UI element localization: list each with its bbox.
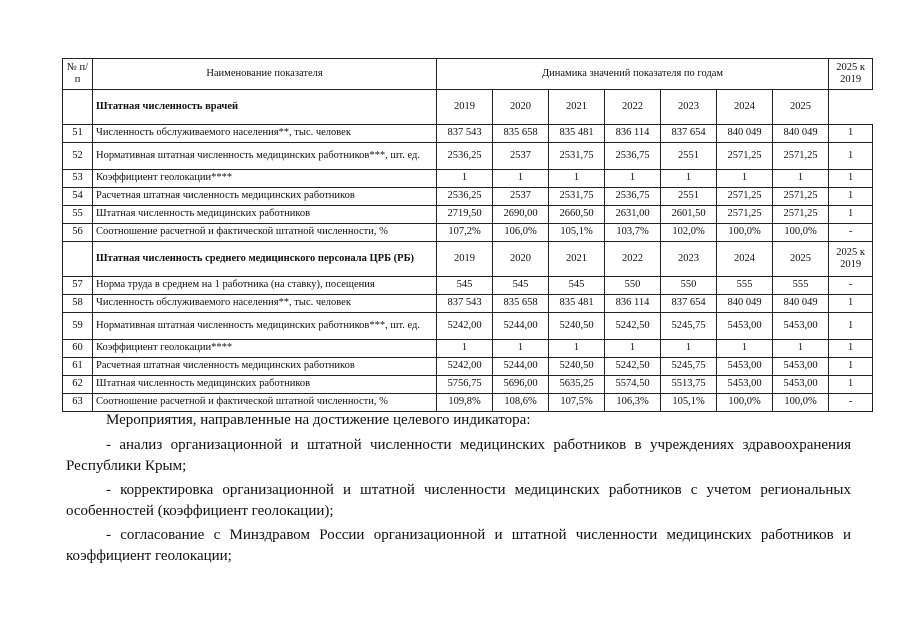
indicator-name: Численность обслуживаемого населения**, тыс. человек	[93, 295, 437, 313]
ratio-value: 1	[829, 376, 873, 394]
year-value: 2660,50	[549, 206, 605, 224]
header-ratio: 2025 к 2019	[829, 59, 873, 90]
year-value: 837 654	[661, 295, 717, 313]
indicator-name: Коэффициент геолокации****	[93, 340, 437, 358]
ratio-value: -	[829, 224, 873, 242]
year-value: 835 481	[549, 125, 605, 143]
year-value: 1	[661, 170, 717, 188]
year-value: 835 658	[493, 125, 549, 143]
row-number: 61	[63, 358, 93, 376]
year-value: 5453,00	[717, 358, 773, 376]
year-value: 5453,00	[717, 376, 773, 394]
year-value: 106,3%	[605, 394, 661, 412]
year-value: 1	[549, 170, 605, 188]
year-value: 2571,25	[717, 188, 773, 206]
section-header-row	[63, 90, 873, 125]
indicator-name: Норма труда в среднем на 1 работника (на ставку), посещения	[93, 277, 437, 295]
measures-text	[66, 410, 851, 567]
measure-item-1: - анализ организационной и штатной численности медицинских работников в учреждениях здравоохранения Республики Крым;	[66, 437, 851, 474]
year-value: 5453,00	[773, 358, 829, 376]
ratio-value: 1	[829, 206, 873, 224]
ratio-value: 1	[829, 295, 873, 313]
row-number: 58	[63, 295, 93, 313]
year-value: 100,0%	[773, 224, 829, 242]
year-value: 545	[493, 277, 549, 295]
year-value: 1	[493, 340, 549, 358]
year-value: 5245,75	[661, 358, 717, 376]
year-value: 837 543	[437, 125, 493, 143]
year-header: 2021	[549, 90, 605, 125]
section-title: Штатная численность врачей	[93, 90, 437, 125]
year-header: 2022	[605, 90, 661, 125]
year-value: 105,1%	[661, 394, 717, 412]
table-row	[63, 376, 873, 394]
row-number: 60	[63, 340, 93, 358]
ratio-value: -	[829, 277, 873, 295]
indicators-table	[62, 58, 873, 412]
year-value: 2536,25	[437, 143, 493, 170]
table-row	[63, 313, 873, 340]
year-value: 5240,50	[549, 313, 605, 340]
ratio-value: 1	[829, 313, 873, 340]
section-num-cell	[63, 90, 93, 125]
table-row	[63, 394, 873, 412]
year-value: 835 658	[493, 295, 549, 313]
year-value: 5696,00	[493, 376, 549, 394]
year-value: 1	[773, 340, 829, 358]
year-value: 2571,25	[717, 143, 773, 170]
year-value: 5244,00	[493, 313, 549, 340]
year-value: 102,0%	[661, 224, 717, 242]
year-value: 5244,00	[493, 358, 549, 376]
table-body	[63, 90, 873, 412]
year-header: 2020	[493, 242, 549, 277]
year-value: 2536,25	[437, 188, 493, 206]
year-value: 2690,00	[493, 206, 549, 224]
year-value: 550	[605, 277, 661, 295]
ratio-value: 1	[829, 358, 873, 376]
year-value: 2536,75	[605, 143, 661, 170]
row-number: 54	[63, 188, 93, 206]
year-value: 555	[717, 277, 773, 295]
year-value: 2537	[493, 143, 549, 170]
year-header: 2022	[605, 242, 661, 277]
indicator-name: Расчетная штатная численность медицинских работников	[93, 188, 437, 206]
measure-item-3: - согласование с Минздравом России организационной и штатной численности медицинских работников и коэффициент геолокации;	[66, 527, 851, 564]
section-title: Штатная численность среднего медицинского персонала ЦРБ (РБ)	[93, 242, 437, 277]
year-value: 1	[661, 340, 717, 358]
year-value: 5513,75	[661, 376, 717, 394]
table-row	[63, 358, 873, 376]
year-value: 1	[437, 170, 493, 188]
table-header-row	[63, 59, 873, 90]
ratio-value: -	[829, 394, 873, 412]
year-value: 5245,75	[661, 313, 717, 340]
year-value: 5635,25	[549, 376, 605, 394]
indicator-name: Соотношение расчетной и фактической штатной численности, %	[93, 394, 437, 412]
header-name: Наименование показателя	[93, 59, 437, 90]
year-header: 2021	[549, 242, 605, 277]
ratio-value: 1	[829, 188, 873, 206]
year-value: 5242,00	[437, 358, 493, 376]
year-value: 836 114	[605, 125, 661, 143]
year-value: 2571,25	[717, 206, 773, 224]
indicator-name: Численность обслуживаемого населения**, тыс. человек	[93, 125, 437, 143]
measure-item-2: - корректировка организационной и штатной численности медицинских работников с учетом региональных особенностей (коэффициент геолокации);	[66, 482, 851, 519]
year-value: 105,1%	[549, 224, 605, 242]
row-number: 53	[63, 170, 93, 188]
ratio-value: 1	[829, 170, 873, 188]
year-header: 2019	[437, 242, 493, 277]
indicator-name: Нормативная штатная численность медицинских работников***, шт. ед.	[93, 143, 437, 170]
indicator-name: Соотношение расчетной и фактической штатной численности, %	[93, 224, 437, 242]
year-value: 837 654	[661, 125, 717, 143]
header-num: № п/п	[63, 59, 93, 90]
year-value: 1	[437, 340, 493, 358]
year-value: 2531,75	[549, 143, 605, 170]
year-value: 550	[661, 277, 717, 295]
year-value: 2551	[661, 188, 717, 206]
year-header: 2025	[773, 90, 829, 125]
indicator-name: Штатная численность медицинских работников	[93, 206, 437, 224]
year-header: 2019	[437, 90, 493, 125]
year-value: 840 049	[773, 125, 829, 143]
year-value: 5453,00	[717, 313, 773, 340]
year-value: 5242,50	[605, 358, 661, 376]
table-row	[63, 188, 873, 206]
table-row	[63, 224, 873, 242]
year-value: 109,8%	[437, 394, 493, 412]
indicator-name: Штатная численность медицинских работников	[93, 376, 437, 394]
header-dynamics: Динамика значений показателя по годам	[437, 59, 829, 90]
year-value: 5240,50	[549, 358, 605, 376]
year-value: 2601,50	[661, 206, 717, 224]
year-value: 100,0%	[717, 224, 773, 242]
year-value: 2571,25	[773, 188, 829, 206]
year-header: 2024	[717, 90, 773, 125]
indicator-name: Нормативная штатная численность медицинских работников***, шт. ед.	[93, 313, 437, 340]
row-number: 62	[63, 376, 93, 394]
year-header: 2025	[773, 242, 829, 277]
year-value: 5453,00	[773, 376, 829, 394]
row-number: 55	[63, 206, 93, 224]
year-value: 106,0%	[493, 224, 549, 242]
year-value: 5242,50	[605, 313, 661, 340]
year-header: 2020	[493, 90, 549, 125]
table-row	[63, 206, 873, 224]
row-number: 63	[63, 394, 93, 412]
year-value: 1	[493, 170, 549, 188]
table-row	[63, 295, 873, 313]
year-value: 1	[717, 170, 773, 188]
indicator-name: Коэффициент геолокации****	[93, 170, 437, 188]
year-value: 840 049	[717, 125, 773, 143]
row-number: 56	[63, 224, 93, 242]
row-number: 57	[63, 277, 93, 295]
ratio-value: 1	[829, 340, 873, 358]
year-value: 100,0%	[773, 394, 829, 412]
table-row	[63, 125, 873, 143]
year-value: 1	[717, 340, 773, 358]
year-value: 1	[605, 340, 661, 358]
table-row	[63, 170, 873, 188]
table-row	[63, 340, 873, 358]
year-value: 2571,25	[773, 206, 829, 224]
year-value: 107,5%	[549, 394, 605, 412]
year-value: 840 049	[717, 295, 773, 313]
year-value: 107,2%	[437, 224, 493, 242]
row-number: 51	[63, 125, 93, 143]
year-value: 2631,00	[605, 206, 661, 224]
year-value: 2531,75	[549, 188, 605, 206]
year-value: 1	[773, 170, 829, 188]
section-num-cell	[63, 242, 93, 277]
table-row	[63, 277, 873, 295]
year-value: 837 543	[437, 295, 493, 313]
year-header: 2023	[661, 242, 717, 277]
year-value: 836 114	[605, 295, 661, 313]
year-value: 835 481	[549, 295, 605, 313]
year-value: 1	[605, 170, 661, 188]
year-value: 5574,50	[605, 376, 661, 394]
table-row	[63, 143, 873, 170]
year-value: 2719,50	[437, 206, 493, 224]
year-value: 555	[773, 277, 829, 295]
year-value: 108,6%	[493, 394, 549, 412]
year-header: 2023	[661, 90, 717, 125]
ratio-value: 1	[829, 125, 873, 143]
year-value: 5242,00	[437, 313, 493, 340]
year-value: 545	[437, 277, 493, 295]
ratio-value: 1	[829, 143, 873, 170]
year-value: 545	[549, 277, 605, 295]
year-value: 100,0%	[717, 394, 773, 412]
indicator-name: Расчетная штатная численность медицинских работников	[93, 358, 437, 376]
year-value: 2571,25	[773, 143, 829, 170]
section-header-row	[63, 242, 873, 277]
year-value: 840 049	[773, 295, 829, 313]
row-number: 59	[63, 313, 93, 340]
measures-lead: Мероприятия, направленные на достижение целевого индикатора:	[106, 412, 531, 428]
row-number: 52	[63, 143, 93, 170]
year-header: 2024	[717, 242, 773, 277]
year-value: 1	[549, 340, 605, 358]
year-value: 2536,75	[605, 188, 661, 206]
year-value: 2551	[661, 143, 717, 170]
year-value: 5756,75	[437, 376, 493, 394]
year-value: 103,7%	[605, 224, 661, 242]
year-value: 5453,00	[773, 313, 829, 340]
year-value: 2537	[493, 188, 549, 206]
section-ratio-header: 2025 к 2019	[829, 242, 873, 277]
